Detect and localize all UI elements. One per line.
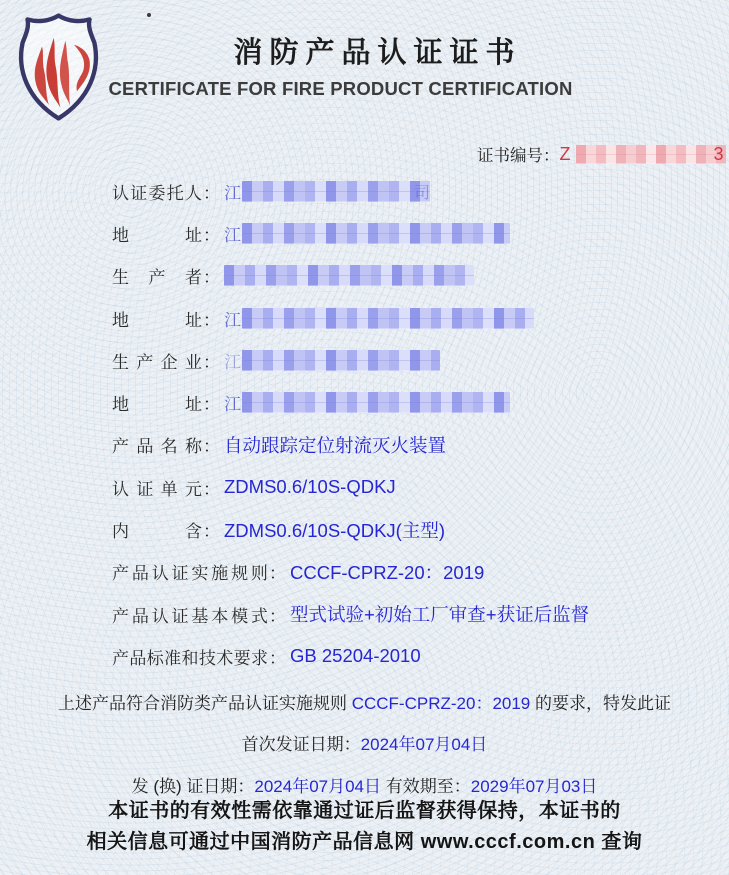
field-value-prefix: 江	[224, 352, 241, 372]
website-text: www.cccf.com.cn	[420, 831, 596, 853]
redacted-value	[242, 223, 510, 244]
redacted-value	[242, 350, 440, 371]
field-value: GB 25204-2010	[290, 645, 421, 667]
first-issue-date-row	[0, 730, 729, 755]
field-row-address-1: 地 址 ： 江	[112, 212, 692, 254]
issue-date: 2024年07月04日	[254, 777, 382, 796]
field-label: 认 证 委 托 人	[112, 183, 202, 203]
cert-number-redacted	[576, 145, 726, 164]
field-row-cert-unit: 认 证 单 元 ： ZDMS0.6/10S-QDKJ	[112, 476, 396, 499]
redacted-value	[224, 265, 474, 286]
certificate-title-cn: 消防产品认证证书	[233, 37, 522, 69]
certificate-title-en: CERTIFICATE FOR FIRE PRODUCT CERTIFICATION	[108, 78, 573, 99]
field-label: 生 产 企 业	[112, 352, 202, 372]
field-value: CCCF-CPRZ-20：2019	[290, 561, 485, 583]
field-value: ZDMS0.6/10S-QDKJ	[224, 476, 396, 498]
field-label: 产 品 认 证 基 本 模 式	[112, 606, 268, 626]
valid-until-date: 2029年07月03日	[470, 777, 598, 796]
field-row-producer: 生 产 者 ：	[112, 255, 692, 297]
field-row-included: 内 含 ： ZDMS0.6/10S-QDKJ(主型)	[112, 508, 692, 550]
field-list	[112, 170, 692, 678]
cert-number-row	[477, 142, 724, 166]
footer-line2-post: 查询	[595, 831, 643, 853]
field-value-prefix: 江	[224, 225, 241, 245]
field-value: ZDMS0.6/10S-QDKJ(主型)	[224, 519, 446, 541]
field-value-suffix: 司	[414, 184, 431, 202]
field-row-manufacturer: 生 产 企 业 ： 江	[112, 339, 692, 381]
redacted-value	[242, 308, 534, 329]
field-label: 产 品 名 称	[112, 437, 202, 457]
footer-line2-pre: 相关信息可通过中国消防产品信息网	[86, 831, 421, 853]
field-row-implementation-rule: 产 品 认 证 实 施 规 则 ： CCCF-CPRZ-20：2019	[112, 551, 692, 593]
first-issue-date: 2024年07月04日	[360, 735, 488, 754]
cert-number-end: 3	[713, 143, 724, 164]
field-row-product-name: 产 品 名 称 ： 自动跟踪定位射流灭火装置	[112, 424, 692, 466]
redacted-value	[242, 392, 510, 413]
first-issue-label: 首次发证日期：	[241, 735, 361, 754]
field-value-prefix: 江	[224, 395, 241, 415]
field-label: 地 址	[112, 395, 202, 415]
field-value-prefix: 江	[224, 310, 241, 330]
field-row-basic-mode: 产 品 认 证 基 本 模 式 ： 型式试验+初始工厂审查+获证后监督	[112, 593, 692, 635]
field-label: 产 品 认 证 实 施 规 则	[112, 564, 268, 584]
field-label: 地 址	[112, 225, 202, 245]
cert-number-start: Z	[559, 143, 571, 164]
field-row-address-2: 地 址 ： 江	[112, 297, 692, 339]
field-value: 型式试验+初始工厂审查+获证后监督	[290, 604, 590, 626]
field-label: 地 址	[112, 310, 202, 330]
cert-number-label: 证书编号：	[477, 147, 560, 165]
statement-pre: 上述产品符合消防类产品认证实施规则	[57, 694, 352, 713]
field-label: 内 含	[112, 522, 202, 542]
redacted-value	[242, 181, 430, 202]
issue-label: 发 (换) 证日期：	[131, 777, 255, 796]
field-row-address-3: 地 址 ： 江	[112, 381, 692, 423]
statement-rule: CCCF-CPRZ-20：2019	[351, 694, 531, 713]
statement-post: 的要求，特发此证	[530, 694, 671, 713]
field-label: 认 证 单 元	[112, 479, 202, 499]
field-row-standard: 产 品 标 准 和 技 术 要 求 ： GB 25204-2010	[112, 645, 421, 668]
field-value-prefix: 江	[224, 183, 241, 203]
footer-note-line1: 本证书的有效性需依靠通过证后监督获得保持，本证书的	[108, 800, 621, 822]
field-label: 产 品 标 准 和 技 术 要 求	[112, 648, 268, 668]
valid-until-label: 有效期至：	[381, 777, 471, 796]
field-value: 自动跟踪定位射流灭火装置	[224, 434, 447, 456]
compliance-statement	[0, 689, 729, 714]
footer-note-line2	[0, 825, 729, 854]
field-label: 生 产 者	[112, 268, 202, 288]
field-row-applicant: 认 证 委 托 人 ： 江 司	[112, 170, 692, 212]
